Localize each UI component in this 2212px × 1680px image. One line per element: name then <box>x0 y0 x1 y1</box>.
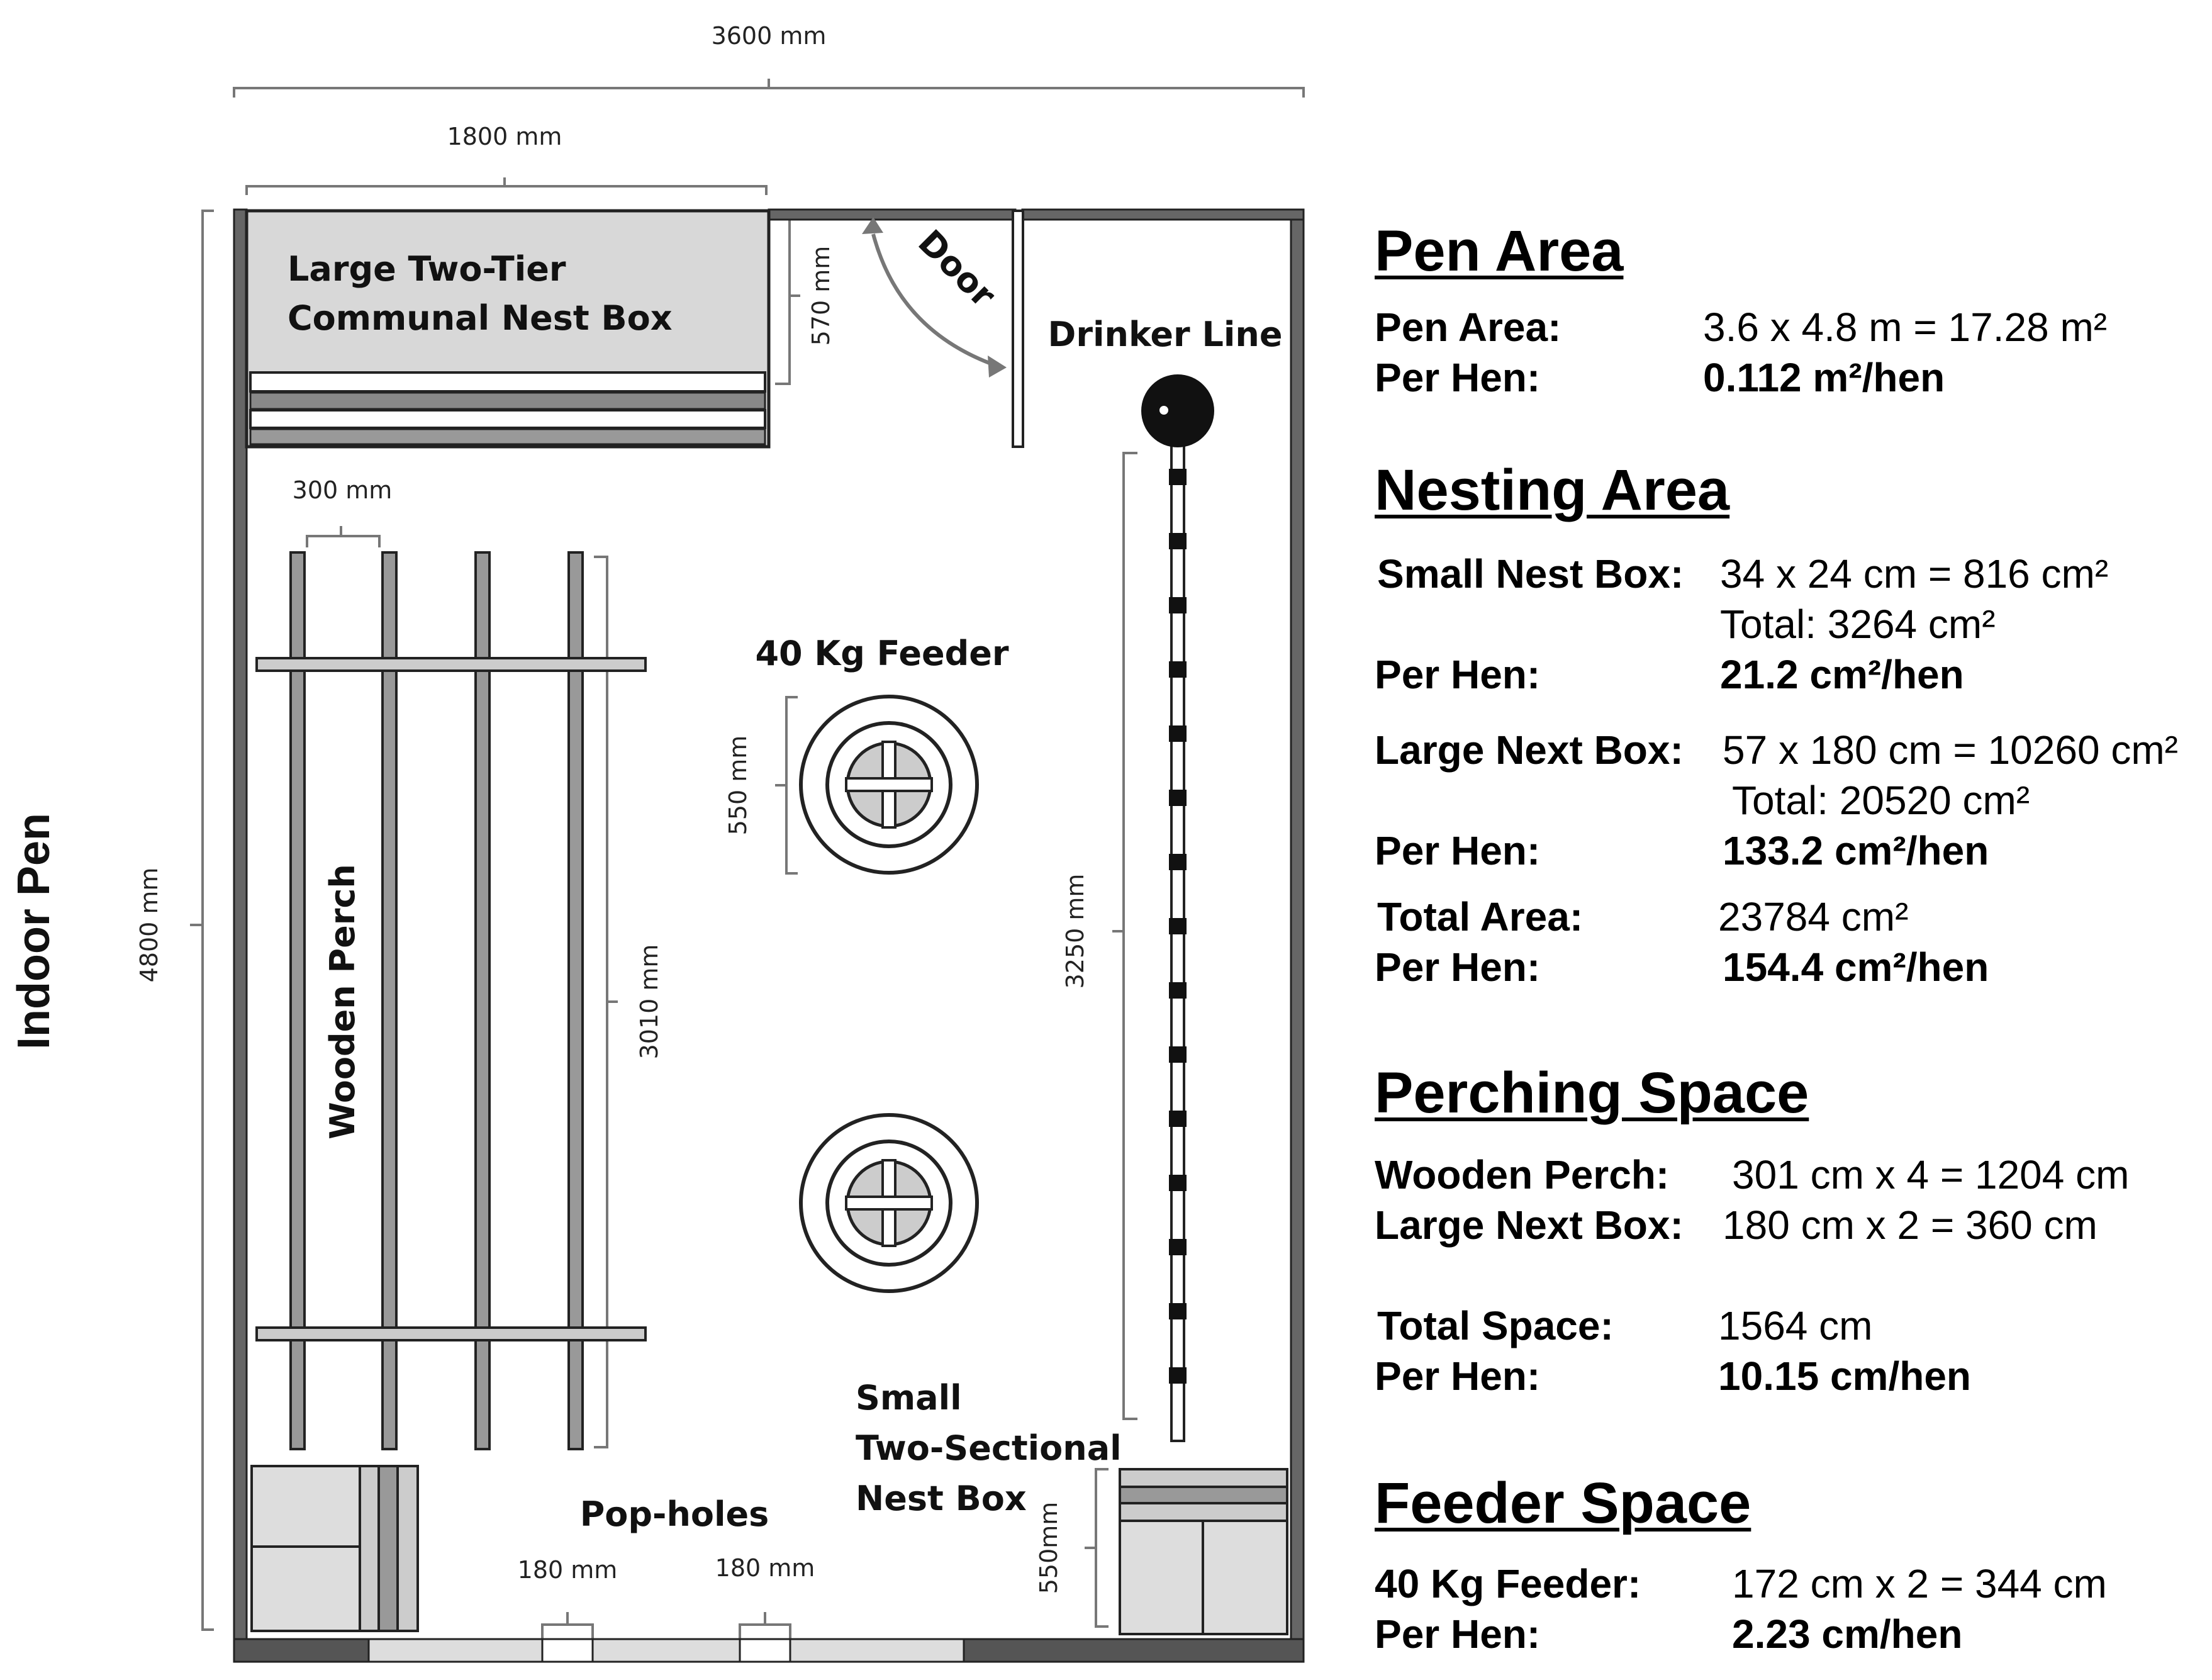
pen-area-title: Pen Area <box>1375 219 1624 283</box>
small-nest-value: 34 x 24 cm = 816 cm² <box>1720 551 2109 596</box>
dim-nest-depth <box>775 214 800 384</box>
drinker-nipple <box>1169 1239 1187 1255</box>
small-nest-box-right <box>1120 1469 1287 1634</box>
nesting-area-title: Nesting Area <box>1375 458 1730 522</box>
total-area-per-hen-key: Per Hen: <box>1375 944 1541 990</box>
dim-pophole-2-label: 180 mm <box>715 1554 815 1582</box>
dim-nest-depth-label: 570 mm <box>807 245 835 346</box>
drinker-nipple <box>1169 533 1187 549</box>
perching-space-title: Perching Space <box>1375 1061 1809 1125</box>
feeder-space-title: Feeder Space <box>1375 1471 1751 1535</box>
drinker-nipple <box>1169 790 1187 806</box>
drinker-nipple <box>1169 725 1187 742</box>
drinker-line <box>1141 374 1214 1441</box>
drinker-nipple <box>1169 1303 1187 1319</box>
feeder-per-hen-key: Per Hen: <box>1375 1611 1541 1657</box>
small-nest-box-left <box>252 1466 418 1631</box>
dim-perch-spacing-label: 300 mm <box>292 476 393 504</box>
indoor-pen-label: Indoor Pen <box>9 813 59 1050</box>
dim-small-nest-depth <box>1085 1469 1109 1627</box>
dim-small-nest-depth-label: 550mm <box>1035 1501 1063 1594</box>
drinker-nipple <box>1169 661 1187 678</box>
small-nest-label-2: Two-Sectional <box>856 1428 1122 1468</box>
dim-total-width <box>234 79 1304 98</box>
dim-total-width-label: 3600 mm <box>711 22 827 50</box>
pen-per-hen-key: Per Hen: <box>1375 355 1541 400</box>
feeder-value: 172 cm x 2 = 344 cm <box>1732 1561 2107 1606</box>
dim-feeder-diameter-label: 550 mm <box>724 735 752 836</box>
drinker-nipple <box>1169 1111 1187 1127</box>
wooden-perch-key: Wooden Perch: <box>1375 1152 1670 1197</box>
drinker-nipple <box>1169 1175 1187 1191</box>
wooden-perch-value: 301 cm x 4 = 1204 cm <box>1732 1152 2130 1197</box>
feeder-per-hen-value: 2.23 cm/hen <box>1732 1611 1963 1657</box>
wooden-perch-label: Wooden Perch <box>323 864 362 1140</box>
pen-per-hen-value: 0.112 m²/hen <box>1703 355 1945 400</box>
dim-perch-length-label: 3010 mm <box>635 944 663 1060</box>
dim-pophole-1 <box>542 1612 593 1642</box>
dim-pen-length <box>190 211 214 1630</box>
drinker-nipple <box>1169 1367 1187 1384</box>
drinker-nipple <box>1169 1046 1187 1063</box>
large-nest-perch-key: Large Next Box: <box>1375 1202 1684 1248</box>
drinker-nipple <box>1169 597 1187 613</box>
drinker-nipple <box>1169 982 1187 999</box>
dim-drinker-length <box>1112 453 1137 1419</box>
door-label: Door <box>910 222 1003 315</box>
popholes-label: Pop-holes <box>579 1494 769 1534</box>
large-nest-label-1: Large Two-Tier <box>288 249 566 289</box>
pen-area-key: Pen Area: <box>1375 305 1561 350</box>
large-nest-perch-value: 180 cm x 2 = 360 cm <box>1723 1202 2097 1248</box>
large-nest-label-2: Communal Nest Box <box>288 298 673 338</box>
small-nest-total: Total: 3264 cm² <box>1720 602 1996 647</box>
dim-feeder-diameter <box>775 697 798 873</box>
total-space-key: Total Space: <box>1377 1303 1614 1348</box>
total-space-value: 1564 cm <box>1718 1303 1873 1348</box>
dim-nest-width <box>247 177 766 195</box>
dim-pen-length-label: 4800 mm <box>135 867 163 983</box>
feeder-key: 40 Kg Feeder: <box>1375 1561 1641 1606</box>
drinker-nipple <box>1169 918 1187 934</box>
feeder-label: 40 Kg Feeder <box>755 634 1009 673</box>
dim-pophole-2 <box>740 1612 790 1642</box>
large-nest-total: Total: 20520 cm² <box>1732 778 2030 823</box>
feeder-1 <box>801 697 977 873</box>
drinker-label: Drinker Line <box>1047 315 1283 354</box>
large-nest-per-hen-key: Per Hen: <box>1375 828 1541 873</box>
large-nest-value: 57 x 180 cm = 10260 cm² <box>1723 727 2178 773</box>
dim-nest-width-label: 1800 mm <box>447 123 562 150</box>
stats-panel <box>1375 211 2205 1677</box>
perch-per-hen-value: 10.15 cm/hen <box>1718 1353 1971 1399</box>
pen-area-value: 3.6 x 4.8 m = 17.28 m² <box>1703 305 2108 350</box>
dim-pophole-1-label: 180 mm <box>517 1556 618 1584</box>
small-nest-per-hen-value: 21.2 cm²/hen <box>1720 652 1964 697</box>
wooden-perch <box>257 552 645 1449</box>
total-area-key: Total Area: <box>1377 894 1584 939</box>
total-area-value: 23784 cm² <box>1718 894 1909 939</box>
dim-perch-spacing <box>307 526 379 547</box>
total-area-per-hen-value: 154.4 cm²/hen <box>1723 944 1989 990</box>
drinker-nipple <box>1169 854 1187 870</box>
dim-drinker-length-label: 3250 mm <box>1061 873 1089 989</box>
small-nest-label-3: Nest Box <box>856 1479 1027 1518</box>
feeder-2 <box>801 1115 977 1291</box>
large-nest-per-hen-value: 133.2 cm²/hen <box>1723 828 1989 873</box>
perch-per-hen-key: Per Hen: <box>1375 1353 1541 1399</box>
small-nest-per-hen-key: Per Hen: <box>1375 652 1541 697</box>
drinker-nipple <box>1169 469 1187 485</box>
dim-perch-length <box>594 557 618 1447</box>
large-nest-key: Large Next Box: <box>1375 727 1684 773</box>
small-nest-key: Small Nest Box: <box>1377 551 1684 596</box>
small-nest-label-1: Small <box>856 1378 962 1418</box>
